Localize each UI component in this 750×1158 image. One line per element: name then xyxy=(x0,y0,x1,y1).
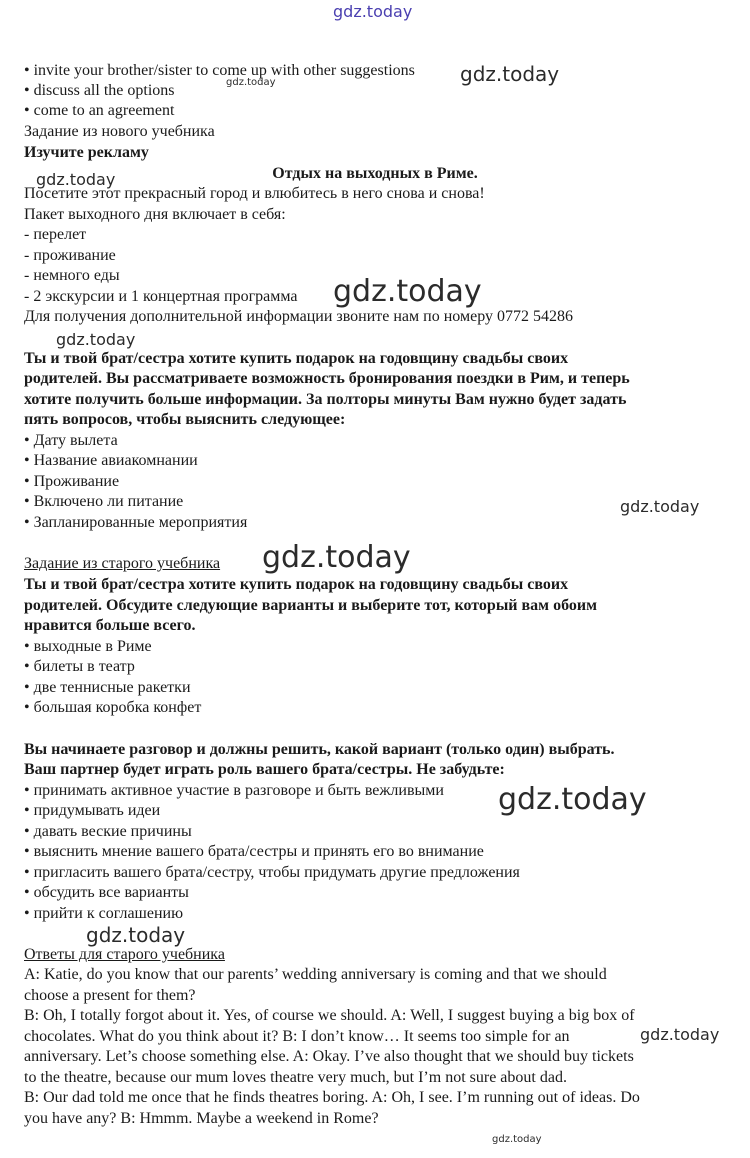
watermark: gdz.today xyxy=(56,330,136,349)
ad-line: Для получения дополнительной информации звоните нам по номеру 0772 54286 xyxy=(24,308,573,325)
answer-line: B: Our dad told me once that he finds theatres boring. A: Oh, I see. I’m running out of ideas. Do xyxy=(24,1089,640,1106)
answer-line: choose a present for them? xyxy=(24,987,196,1004)
watermark: gdz.today xyxy=(620,497,700,516)
old-task-bullet: • две теннисные ракетки xyxy=(24,679,191,696)
watermark: gdz.today xyxy=(498,782,647,817)
new-task-bullet: • Проживание xyxy=(24,473,120,490)
old-task-bullet: • билеты в театр xyxy=(24,658,135,675)
watermark: gdz.today xyxy=(460,62,560,86)
old-task-instruction: Ты и твой брат/сестра хотите купить подарок на годовщину свадьбы своих xyxy=(24,576,569,593)
old-task-instruction: нравится больше всего. xyxy=(24,617,196,634)
watermark: gdz.today xyxy=(86,923,186,947)
new-task-instruction: хотите получить больше информации. За полторы минуты Вам нужно будет задать xyxy=(24,391,627,408)
new-task-bullet: • Дату вылета xyxy=(24,432,118,449)
watermark: gdz.today xyxy=(262,540,411,575)
ad-line: - проживание xyxy=(24,247,116,264)
old-task-bullet: • выходные в Риме xyxy=(24,638,152,655)
answer-line: A: Katie, do you know that our parents’ wedding anniversary is coming and that we should xyxy=(24,966,607,983)
answer-line: to the theatre, because our mum loves theatre very much, but I’m not sure about dad. xyxy=(24,1069,567,1086)
old-task-bullet: • обсудить все варианты xyxy=(24,884,189,901)
old-task-bullet: • давать веские причины xyxy=(24,823,192,840)
new-task-instruction: пять вопросов, чтобы выяснить следующее: xyxy=(24,411,346,428)
old-book-label: Задание из старого учебника xyxy=(24,555,221,572)
new-task-bullet: • Запланированные мероприятия xyxy=(24,514,248,531)
old-task-instruction: родителей. Обсудите следующие варианты и выберите тот, который вам обоим xyxy=(24,597,597,614)
answers-label: Ответы для старого учебника xyxy=(24,946,225,963)
watermark: gdz.today xyxy=(226,77,276,88)
watermark: gdz.today xyxy=(333,274,482,309)
old-task-instruction: Вы начинаете разговор и должны решить, какой вариант (только один) выбрать. xyxy=(24,741,615,758)
old-task-instruction: Ваш партнер будет играть роль вашего брата/сестры. Не забудьте: xyxy=(24,761,505,778)
answer-line: anniversary. Let’s choose something else. A: Okay. I’ve also thought that we should buy tickets xyxy=(24,1048,634,1065)
answer-line: chocolates. What do you think about it? B: I don’t know… It seems too simple for an xyxy=(24,1028,570,1045)
task-line: • come to an agreement xyxy=(24,102,175,119)
ad-line: - перелет xyxy=(24,226,87,243)
old-task-bullet: • придумывать идеи xyxy=(24,802,161,819)
old-task-bullet: • большая коробка конфет xyxy=(24,699,202,716)
new-task-instruction: родителей. Вы рассматриваете возможность бронирования поездки в Рим, и теперь xyxy=(24,370,630,387)
top-watermark: gdz.today xyxy=(333,2,413,21)
watermark: gdz.today xyxy=(492,1134,542,1145)
ad-line: - немного еды xyxy=(24,267,120,284)
ad-line: Посетите этот прекрасный город и влюбитесь в него снова и снова! xyxy=(24,185,485,202)
new-task-instruction: Ты и твой брат/сестра хотите купить подарок на годовщину свадьбы своих xyxy=(24,350,569,367)
ad-line: - 2 экскурсии и 1 концертная программа xyxy=(24,288,298,305)
answer-line: you have any? B: Hmmm. Maybe a weekend in Rome? xyxy=(24,1110,379,1127)
new-task-bullet: • Включено ли питание xyxy=(24,493,184,510)
old-task-bullet: • прийти к соглашению xyxy=(24,905,184,922)
task-line: • invite your brother/sister to come up with other suggestions xyxy=(24,62,415,79)
answer-line: B: Oh, I totally forgot about it. Yes, of course we should. A: Well, I suggest buying a big box of xyxy=(24,1007,635,1024)
new-task-bullet: • Название авиакомнании xyxy=(24,452,198,469)
ad-line: Пакет выходного дня включает в себя: xyxy=(24,206,286,223)
task-line: • discuss all the options xyxy=(24,82,175,99)
study-ad-heading: Изучите рекламу xyxy=(24,144,149,161)
old-task-bullet: • принимать активное участие в разговоре и быть вежливыми xyxy=(24,782,444,799)
old-task-bullet: • пригласить вашего брата/сестру, чтобы придумать другие предложения xyxy=(24,864,520,881)
ad-title: Отдых на выходных в Риме. xyxy=(272,165,478,182)
new-book-label: Задание из нового учебника xyxy=(24,123,215,140)
old-task-bullet: • выяснить мнение вашего брата/сестры и принять его во внимание xyxy=(24,843,484,860)
watermark: gdz.today xyxy=(36,170,116,189)
watermark: gdz.today xyxy=(640,1025,720,1044)
